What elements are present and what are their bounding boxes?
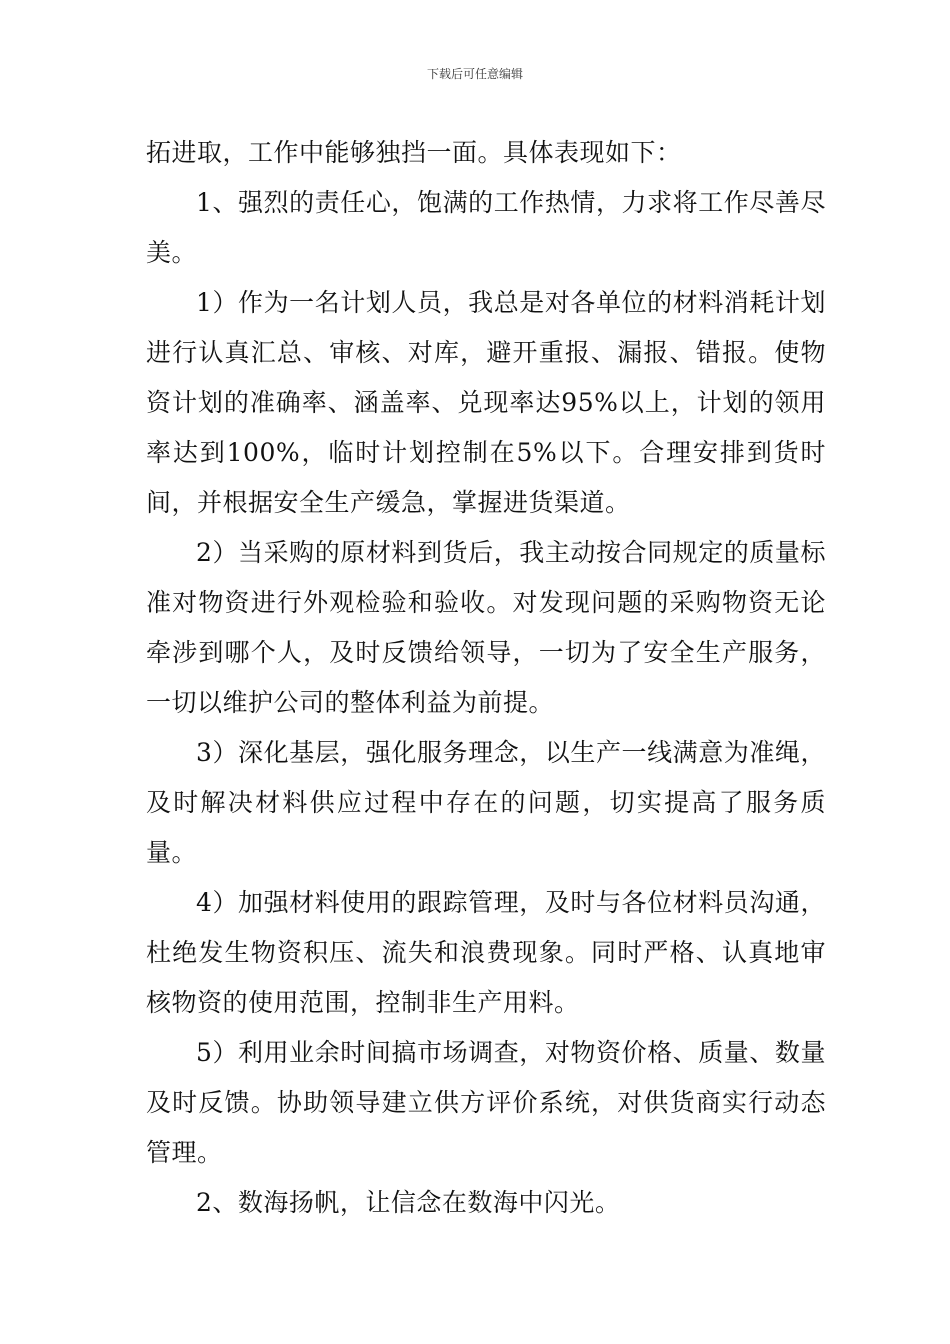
paragraph-subitem-1: 1）作为一名计划人员，我总是对各单位的材料消耗计划进行认真汇总、审核、对库，避开重报、漏报、错报。使物资计划的准确率、涵盖率、兑现率达95%以上，计划的领用率达到100%，临时计划控制在5%以下。合理安排到货时间，并根据安全生产缓急，掌握进货渠道。 [146,288,826,517]
page-header: 下载后可任意编辑 [426,67,523,81]
paragraph-subitem-3: 3）深化基层，强化服务理念，以生产一线满意为准绳，及时解决材料供应过程中存在的问题，切实提高了服务质量。 [146,738,826,867]
paragraph-subitem-4: 4）加强材料使用的跟踪管理，及时与各位材料员沟通，杜绝发生物资积压、流失和浪费现象。同时严格、认真地审核物资的使用范围，控制非生产用料。 [146,888,826,1017]
paragraph-subitem-2: 2）当采购的原材料到货后，我主动按合同规定的质量标准对物资进行外观检验和验收。对发现问题的采购物资无论牵涉到哪个人，及时反馈给领导，一切为了安全生产服务，一切以维护公司的整体利益为前提。 [146,538,826,717]
paragraph-item-2: 2、数海扬帆，让信念在数海中闪光。 [196,1188,621,1217]
paragraph-continuation: 拓进取，工作中能够独挡一面。具体表现如下： [146,138,682,167]
paragraph-subitem-5: 5）利用业余时间搞市场调查，对物资价格、质量、数量及时反馈。协助领导建立供方评价系统，对供货商实行动态管理。 [146,1038,826,1167]
document-body [146,128,826,1228]
paragraph-item-1: 1、强烈的责任心，饱满的工作热情，力求将工作尽善尽美。 [146,188,826,267]
